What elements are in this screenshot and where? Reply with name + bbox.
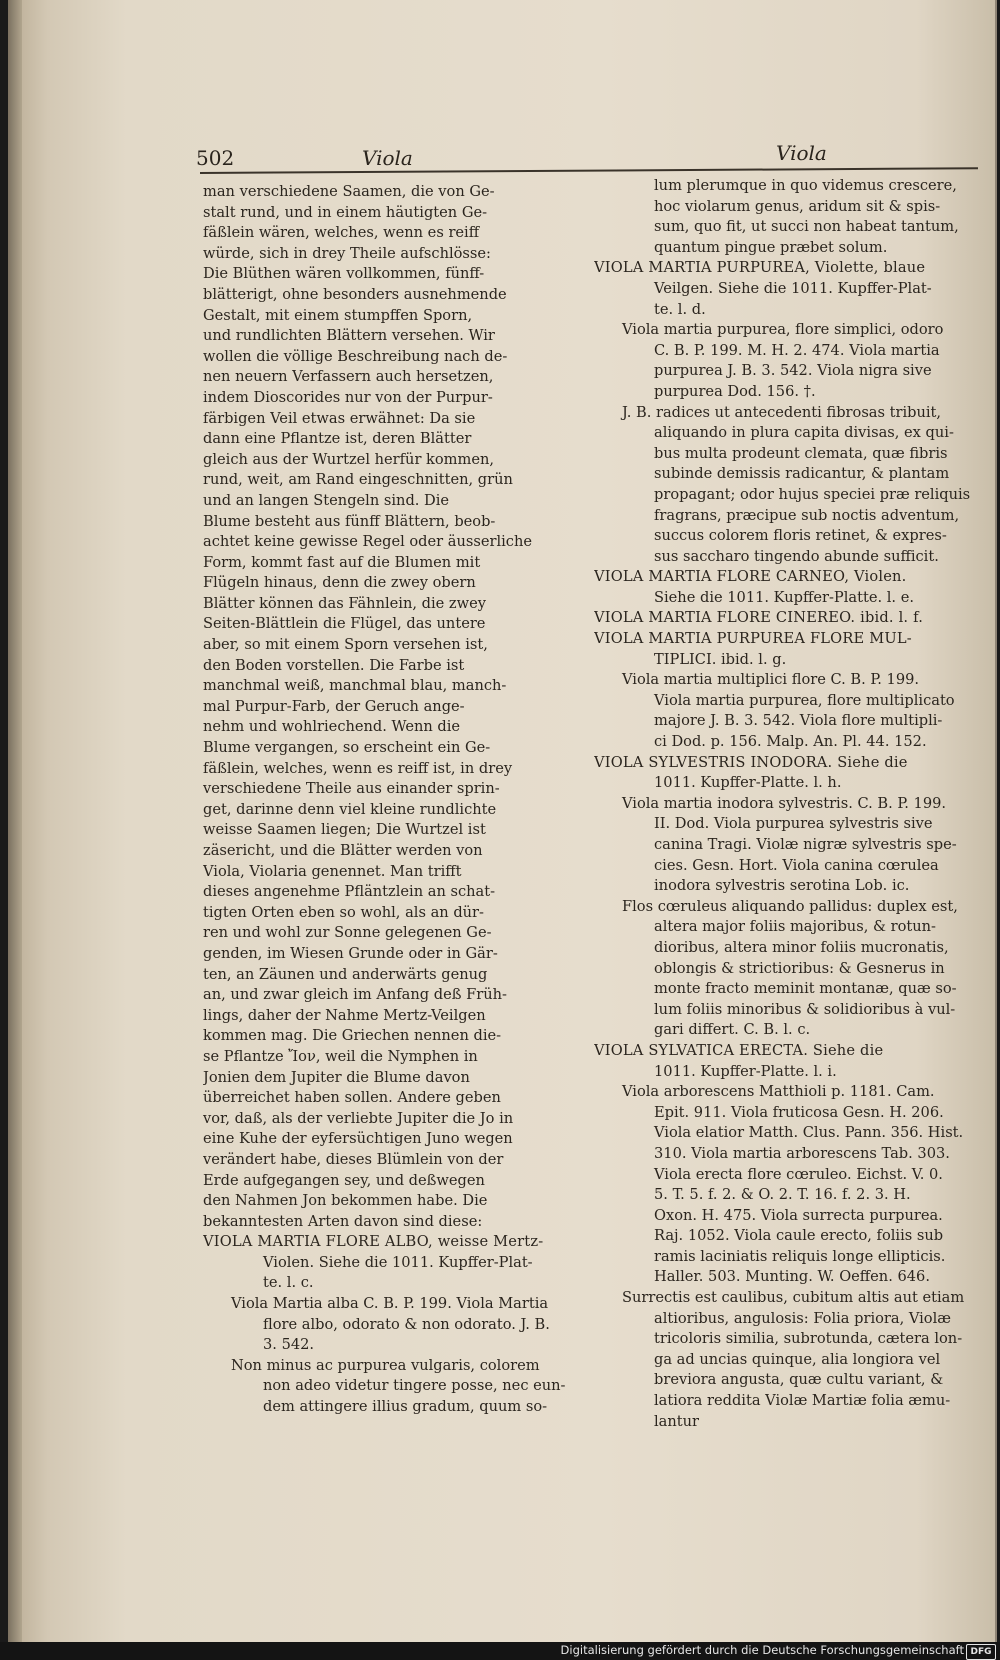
text-line: vor, daß, als der verliebte Jupiter die Jo in — [203, 1109, 514, 1127]
text-line: fäßlein, welches, wenn es reiff ist, in drey — [203, 759, 513, 777]
text-line: purpurea Dod. 156. †. — [654, 382, 816, 400]
text-line: dieses angenehme Pfläntzlein an schat- — [203, 883, 496, 901]
text-line: an, und zwar gleich im Anfang deß Früh- — [203, 986, 507, 1004]
right-column-body — [594, 176, 986, 1432]
page-number: 502 — [196, 146, 235, 170]
text-line: Erde aufgegangen sey, und deßwegen — [203, 1171, 485, 1189]
text-line: cies. Gesn. Hort. Viola canina cœrulea — [654, 856, 939, 874]
text-line: VIOLA MARTIA FLORE ALBO, weisse Mertz- — [203, 1233, 544, 1251]
text-line: stalt rund, und in einem häutigten Ge- — [203, 203, 488, 221]
text-line: tigten Orten eben so wohl, als an dür- — [203, 903, 484, 921]
text-line: überreichet haben sollen. Andere geben — [203, 1089, 501, 1107]
text-line: succus colorem floris retinet, & expres- — [654, 527, 947, 545]
text-line: latiora reddita Violæ Martiæ folia æmu- — [654, 1392, 951, 1410]
text-line: lantur — [654, 1412, 700, 1430]
text-line: sus saccharo tingendo abunde sufficit. — [654, 547, 939, 565]
text-line: mal Purpur-Farb, der Geruch ange- — [203, 697, 465, 715]
right-column — [594, 176, 986, 1432]
text-line: Form, kommt fast auf die Blumen mit — [203, 553, 481, 571]
text-line: aliquando in plura capita divisas, ex qui- — [654, 424, 954, 442]
text-line: Raj. 1052. Viola caule erecto, foliis sub — [654, 1227, 944, 1245]
text-line: te. l. d. — [654, 300, 706, 318]
text-line: Epit. 911. Viola fruticosa Gesn. H. 206. — [654, 1103, 944, 1121]
text-line: gari differt. C. B. l. c. — [654, 1021, 811, 1039]
text-line: blätterigt, ohne besonders ausnehmende — [203, 285, 507, 303]
text-line: fragrans, præcipue sub noctis adventum, — [654, 506, 960, 524]
text-line: aber, so mit einem Sporn versehen ist, — [203, 636, 488, 654]
text-line: VIOLA SYLVESTRIS INODORA. Siehe die — [594, 753, 908, 771]
text-line: C. B. P. 199. M. H. 2. 474. Viola martia — [654, 341, 940, 359]
text-line: VIOLA SYLVATICA ERECTA. Siehe die — [594, 1041, 884, 1059]
text-line: bus multa prodeunt clemata, quæ fibris — [654, 444, 948, 462]
text-line: purpurea J. B. 3. 542. Viola nigra sive — [654, 362, 932, 380]
text-line: sum, quo fit, ut succi non habeat tantum, — [654, 218, 959, 236]
text-line: dem attingere illius gradum, quum so- — [263, 1398, 548, 1416]
text-line: monte fracto meminit montanæ, quæ so- — [654, 980, 957, 998]
text-line: und an langen Stengeln sind. Die — [203, 491, 450, 509]
text-line: achtet keine gewisse Regel oder äusserliche — [203, 533, 533, 551]
text-line: Viola martia purpurea, flore simplici, odoro — [622, 321, 944, 339]
left-column-entries — [203, 1232, 581, 1417]
text-line: lings, daher der Nahme Mertz-Veilgen — [203, 1006, 486, 1024]
text-line: eine Kuhe der eyfersüchtigen Juno wegen — [203, 1130, 513, 1148]
text-line: II. Dod. Viola purpurea sylvestris sive — [654, 815, 933, 833]
text-line: nehm und wohlriechend. Wenn die — [203, 718, 461, 736]
running-head-left: Viola — [362, 146, 413, 170]
text-line: VIOLA MARTIA PURPUREA, Violette, blaue — [594, 259, 926, 277]
text-line: Viola martia multiplici flore C. B. P. 199. — [622, 671, 920, 689]
text-line: hoc violarum genus, aridum sit & spis- — [654, 197, 941, 215]
text-line: canina Tragi. Violæ nigræ sylvestris spe- — [654, 836, 957, 853]
text-line: Viola erecta flore cœruleo. Eichst. V. 0. — [654, 1165, 943, 1183]
text-line: Non minus ac purpurea vulgaris, colorem — [231, 1356, 540, 1374]
text-line: lum plerumque in quo videmus crescere, — [654, 177, 957, 194]
text-line: breviora angusta, quæ cultu variant, & — [654, 1371, 944, 1389]
text-line: ten, an Zäunen und anderwärts genug — [203, 965, 488, 983]
text-line: dann eine Pflantze ist, deren Blätter — [203, 430, 472, 448]
text-line: propagant; odor hujus speciei præ reliquis — [654, 485, 971, 503]
text-line: subinde demissis radicantur, & plantam — [654, 465, 950, 483]
text-line: Viola Martia alba C. B. P. 199. Viola Martia — [231, 1295, 549, 1313]
text-line: inodora sylvestris serotina Lob. ic. — [654, 877, 910, 895]
text-line: tricoloris similia, subrotunda, cætera lon- — [654, 1330, 963, 1348]
text-line: 5. T. 5. f. 2. & O. 2. T. 16. f. 2. 3. H. — [654, 1186, 911, 1204]
text-line: Haller. 503. Munting. W. Oeffen. 646. — [654, 1268, 930, 1286]
text-line: ga ad uncias quinque, alia longiora vel — [654, 1350, 941, 1368]
text-line: te. l. c. — [263, 1274, 314, 1292]
text-line: zäsericht, und die Blätter werden von — [203, 842, 483, 859]
text-line: Gestalt, mit einem stumpffen Sporn, — [203, 306, 473, 324]
text-line: fäßlein wären, welches, wenn es reiff — [203, 224, 480, 242]
text-line: majore J. B. 3. 542. Viola flore multipli- — [654, 712, 943, 730]
text-line: und rundlichten Blättern versehen. Wir — [203, 327, 495, 345]
text-line: Flügeln hinaus, denn die zwey obern — [203, 574, 476, 592]
text-line: dioribus, altera minor foliis mucronatis, — [654, 938, 949, 956]
text-line: ramis laciniatis reliquis longe ellipticis. — [654, 1247, 946, 1265]
text-line: Blätter können das Fähnlein, die zwey — [203, 594, 486, 612]
text-line: bekanntesten Arten davon sind diese: — [203, 1212, 483, 1230]
text-line: quantum pingue præbet solum. — [654, 238, 888, 256]
text-line: nen neuern Verfassern auch hersetzen, — [203, 368, 494, 386]
text-line: gleich aus der Wurtzel herfür kommen, — [203, 450, 495, 468]
text-line: Siehe die 1011. Kupffer-Platte. l. e. — [654, 588, 914, 606]
text-line: flore albo, odorato & non odorato. J. B. — [263, 1315, 550, 1333]
text-line: kommen mag. Die Griechen nennen die- — [203, 1027, 502, 1045]
text-line: VIOLA MARTIA PURPUREA FLORE MUL- — [594, 630, 912, 648]
text-line: verschiedene Theile aus einander sprin- — [203, 780, 500, 798]
text-line: weisse Saamen liegen; Die Wurtzel ist — [203, 821, 486, 839]
text-line: TIPLICI. ibid. l. g. — [654, 650, 787, 668]
text-line: manchmal weiß, manchmal blau, manch- — [203, 677, 507, 695]
funding-note: Digitalisierung gefördert durch die Deutsche Forschungsgemeinschaft — [560, 1643, 964, 1657]
text-line: VIOLA MARTIA FLORE CINEREO. ibid. l. f. — [594, 609, 924, 627]
text-line: Blume besteht aus fünff Blättern, beob- — [203, 512, 496, 530]
text-line: Flos cœruleus aliquando pallidus: duplex est, — [622, 897, 958, 915]
text-line: Seiten-Blättlein die Flügel, das untere — [203, 615, 486, 633]
text-line: 3. 542. — [263, 1336, 315, 1354]
text-line: verändert habe, dieses Blümlein von der — [203, 1150, 504, 1168]
text-line: Viola elatior Matth. Clus. Pann. 356. Hist. — [654, 1124, 964, 1142]
text-line: Veilgen. Siehe die 1011. Kupffer-Plat- — [654, 279, 932, 297]
text-line: genden, im Wiesen Grunde oder in Gär- — [203, 944, 498, 962]
running-head-right: Viola — [776, 141, 827, 165]
text-line: altera major foliis majoribus, & rotun- — [654, 918, 936, 936]
text-line: Oxon. H. 475. Viola surrecta purpurea. — [654, 1206, 943, 1224]
text-line: 310. Viola martia arborescens Tab. 303. — [654, 1144, 950, 1162]
text-line: non adeo videtur tingere posse, nec eun- — [263, 1377, 566, 1395]
text-line: Viola martia inodora sylvestris. C. B. P. 199. — [622, 794, 947, 812]
text-line: VIOLA MARTIA FLORE CARNEO, Violen. — [594, 568, 907, 586]
text-line: 1011. Kupffer-Platte. l. h. — [654, 774, 842, 792]
text-line: oblongis & strictioribus: & Gesnerus in — [654, 959, 945, 977]
text-line: Surrectis est caulibus, cubitum altis aut etiam — [622, 1289, 965, 1307]
text-line: wollen die völlige Beschreibung nach de- — [203, 347, 508, 365]
text-line: Viola, Violaria genennet. Man trifft — [203, 862, 462, 880]
text-line: altioribus, angulosis: Folia priora, Violæ — [654, 1309, 951, 1327]
text-line: indem Dioscorides nur von der Purpur- — [203, 388, 493, 406]
dfg-logo: DFG — [966, 1644, 996, 1660]
text-line: 1011. Kupffer-Platte. l. i. — [654, 1062, 837, 1080]
text-line: man verschiedene Saamen, die von Ge- — [203, 183, 495, 200]
page-gutter — [8, 0, 22, 1642]
left-column — [203, 182, 581, 1418]
text-line: färbigen Veil etwas erwähnet: Da sie — [203, 409, 476, 427]
text-line: ci Dod. p. 156. Malp. An. Pl. 44. 152. — [654, 733, 927, 751]
text-line: get, darinne denn viel kleine rundlichte — [203, 800, 497, 818]
text-line: ren und wohl zur Sonne gelegenen Ge- — [203, 924, 492, 942]
text-line: Violen. Siehe die 1011. Kupffer-Plat- — [263, 1253, 533, 1271]
text-line: rund, weit, am Rand eingeschnitten, grün — [203, 471, 513, 489]
text-line: Jonien dem Jupiter die Blume davon — [203, 1068, 470, 1086]
text-line: den Nahmen Jon bekommen habe. Die — [203, 1192, 488, 1210]
text-line: Viola arborescens Matthioli p. 1181. Cam. — [622, 1083, 935, 1101]
text-line: Die Blüthen wären vollkommen, fünff- — [203, 265, 485, 283]
text-line: Viola martia purpurea, flore multiplicato — [654, 691, 955, 709]
text-line: J. B. radices ut antecedenti fibrosas tribuit, — [622, 403, 942, 421]
text-line: se Pflantze Ἴον, weil die Nymphen in — [203, 1047, 478, 1065]
left-column-body — [203, 182, 581, 1232]
text-line: den Boden vorstellen. Die Farbe ist — [203, 656, 465, 674]
text-line: Blume vergangen, so erscheint ein Ge- — [203, 739, 491, 757]
text-line: würde, sich in drey Theile aufschlösse: — [203, 244, 491, 262]
text-line: lum foliis minoribus & solidioribus à vul- — [654, 1000, 956, 1018]
